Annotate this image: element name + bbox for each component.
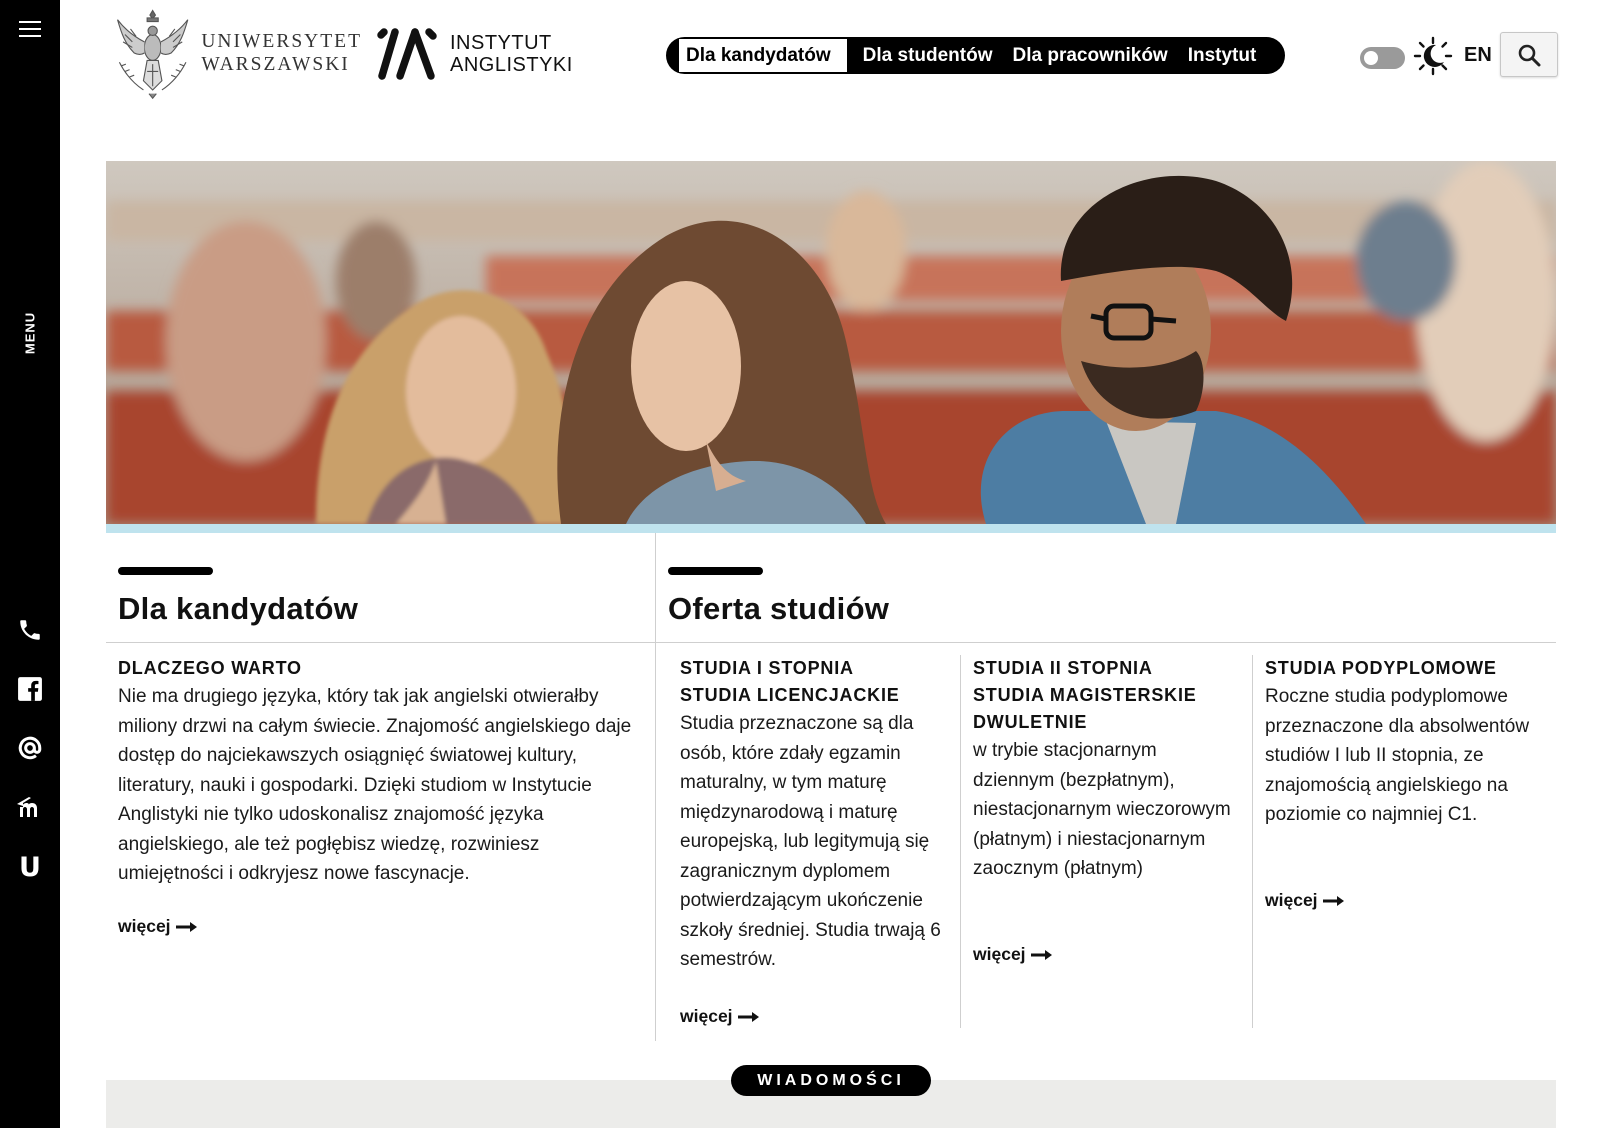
more-label: więcej [1265,890,1318,910]
offer-master-more-link[interactable] [973,944,1053,965]
section-rule [106,642,1556,643]
offer-item-master [973,655,1243,884]
candidates-more-link[interactable] [118,916,198,937]
arrow-right-icon [176,921,198,933]
candidates-heading: DLACZEGO WARTO [118,658,302,678]
contrast-toggle[interactable] [1360,47,1405,69]
hero-image [106,161,1556,524]
facebook-icon[interactable] [0,676,60,702]
offer-heading-line: STUDIA II STOPNIA [973,658,1153,678]
usos-icon[interactable] [0,852,60,883]
offer-divider-1 [960,655,961,1028]
offer-heading-line: STUDIA MAGISTERSKIE [973,685,1197,705]
offer-divider-2 [1252,655,1253,1028]
candidates-block [118,655,643,889]
search-icon [1517,43,1541,67]
offer-heading-line: STUDIA I STOPNIA [680,658,854,678]
offer-postgraduate-more-link[interactable] [1265,890,1345,911]
more-label: więcej [680,1006,733,1026]
offer-heading-line: STUDIA PODYPLOMOWE [1265,658,1497,678]
eagle-seal-icon [112,3,193,103]
candidates-text: Nie ma drugiego języka, który tak jak angielski otwierałby miliony drzwi na całym świecie. Znajomość angielskiego daje dostęp do najciekawszych osiągnięć światowej kultury, literatury, nauki i gospodarki. Dzięki studiom w Instytucie Anglistyki nie tylko udoskonalisz znajomość języka angielskiego, ale też pogłębisz wiedzę, rozwiniesz umiejętności i odkryjesz nowe fascynacje. [118,686,632,884]
offer-bachelor-more-link[interactable] [680,1006,760,1027]
dark-mode-icon[interactable] [1413,36,1453,76]
uw-logo-line1: UNIWERSYTET [201,31,362,52]
email-icon[interactable] [0,735,60,761]
main-nav [666,37,1285,74]
nav-tab-pracownicy[interactable]: Dla pracowników [1012,44,1168,66]
phone-icon[interactable] [0,617,60,643]
ia-logo-line2: ANGLISTYKI [450,54,573,76]
instytut-logo[interactable] [376,26,573,82]
language-switch[interactable]: EN [1464,44,1492,66]
more-label: więcej [973,944,1026,964]
arrow-right-icon [1323,895,1345,907]
candidates-title: Dla kandydatów [118,591,359,626]
offer-item-bachelor [680,655,950,975]
ia-logo-line1: INSTYTUT [450,32,552,54]
menu-label[interactable]: MENU [22,311,38,355]
offer-text: w trybie stacjonarnym dziennym (bezpłatnym), niestacjonarnym wieczorowym (płatnym) i niestacjonarnym zaocznym (płatnym) [973,740,1231,879]
column-divider [655,533,656,1041]
offer-item-postgraduate [1265,655,1550,830]
uw-logo-line2: WARSZAWSKI [201,54,350,75]
usos-letter: U [19,852,41,883]
offer-heading-line: DWULETNIE [973,712,1088,732]
side-rail [0,0,60,1128]
offer-text: Roczne studia podyplomowe przeznaczone dla absolwentów studiów I lub II stopnia, ze znajomością angielskiego na poziomie co najmniej C1. [1265,686,1530,825]
nav-tab-studenci[interactable]: Dla studentów [862,44,993,66]
hero-accent-strip [106,524,1556,533]
offer-heading-line: STUDIA LICENCJACKIE [680,685,900,705]
arrow-right-icon [1031,949,1053,961]
title-accent-bar [668,567,763,575]
uw-logo[interactable] [112,3,362,103]
nav-tab-instytut[interactable]: Instytut [1187,44,1257,66]
nav-tab-kandydaci[interactable]: Dla kandydatów [679,39,847,72]
more-label: więcej [118,916,171,936]
offer-title: Oferta studiów [668,591,890,626]
offer-text: Studia przeznaczone są dla osób, które zdały egzamin maturalny, w tym maturę międzynarodową i maturę europejską, lub legitymują się zagranicznym dyplomem potwierdzającym ukończenie szkoły średniej. Studia trwają 6 semestrów. [680,713,941,970]
toggle-knob [1364,51,1378,65]
search-button[interactable] [1500,32,1558,77]
news-label[interactable]: WIADOMOŚCI [731,1065,931,1096]
moodle-icon[interactable] [0,795,60,817]
hamburger-menu-icon[interactable] [19,21,41,39]
title-accent-bar [118,567,213,575]
arrow-right-icon [738,1011,760,1023]
ia-mark-icon [376,26,438,82]
